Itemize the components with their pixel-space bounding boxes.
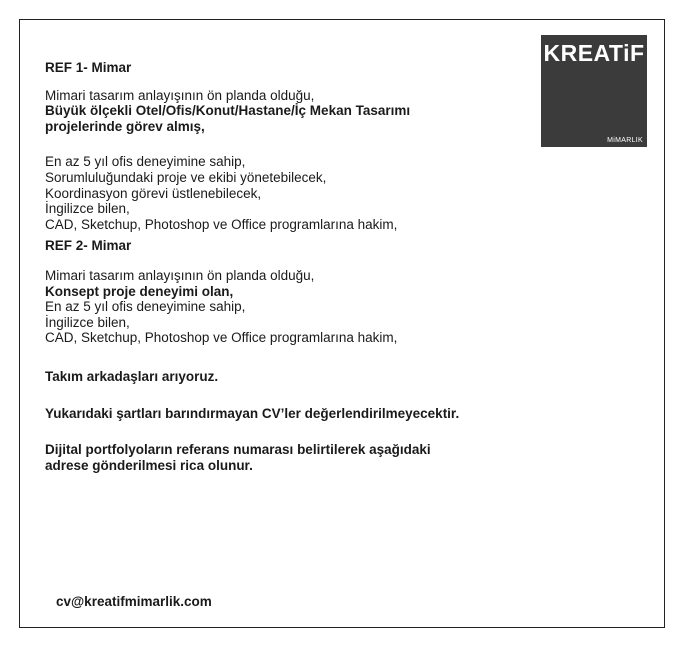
ref1-title: REF 1- Mimar — [45, 60, 132, 75]
ref2-item: İngilizce bilen, — [45, 314, 130, 330]
ref2-item: En az 5 yıl ofis deneyimine sahip, — [45, 299, 246, 315]
ref1-item: Koordinasyon görevi üstlenebilecek, — [45, 185, 262, 201]
ref1-item: İngilizce bilen, — [45, 201, 130, 217]
ref1-line3: projelerinde görev almış, — [45, 118, 205, 134]
logo-subtitle: MiMARLIK — [607, 137, 643, 144]
ref1-item: CAD, Sketchup, Photoshop ve Office programlarına hakim, — [45, 216, 398, 232]
ref1-line2: Büyük ölçekli Otel/Ofis/Konut/Hastane/İç Mekan Tasarımı — [45, 103, 411, 119]
ref1-item: En az 5 yıl ofis deneyimine sahip, — [45, 154, 246, 170]
submission-instruction-line2: adrese gönderilmesi rica olunur. — [45, 457, 253, 473]
ref2-line1: Mimari tasarım anlayışının ön planda olduğu, — [45, 267, 315, 283]
cv-warning: Yukarıdaki şartları barındırmayan CV’ler değerlendirilmeyecektir. — [45, 405, 460, 421]
ref2-item: CAD, Sketchup, Photoshop ve Office programlarına hakim, — [45, 330, 398, 346]
ref1-line1: Mimari tasarım anlayışının ön planda olduğu, — [45, 87, 315, 103]
logo-wordmark: KREATiF — [543, 40, 645, 66]
ref2-line2: Konsept proje deneyimi olan, — [45, 283, 234, 299]
team-statement: Takım arkadaşları arıyoruz. — [45, 368, 219, 384]
contact-email[interactable]: cv@kreatifmimarlik.com — [56, 594, 212, 609]
submission-instruction-line1: Dijital portfolyoların referans numarası belirtilerek aşağıdaki — [45, 442, 431, 458]
ref1-item: Sorumluluğundaki proje ve ekibi yönetebilecek, — [45, 169, 327, 185]
ref2-title: REF 2- Mimar — [45, 238, 132, 254]
job-posting-body — [45, 60, 605, 473]
